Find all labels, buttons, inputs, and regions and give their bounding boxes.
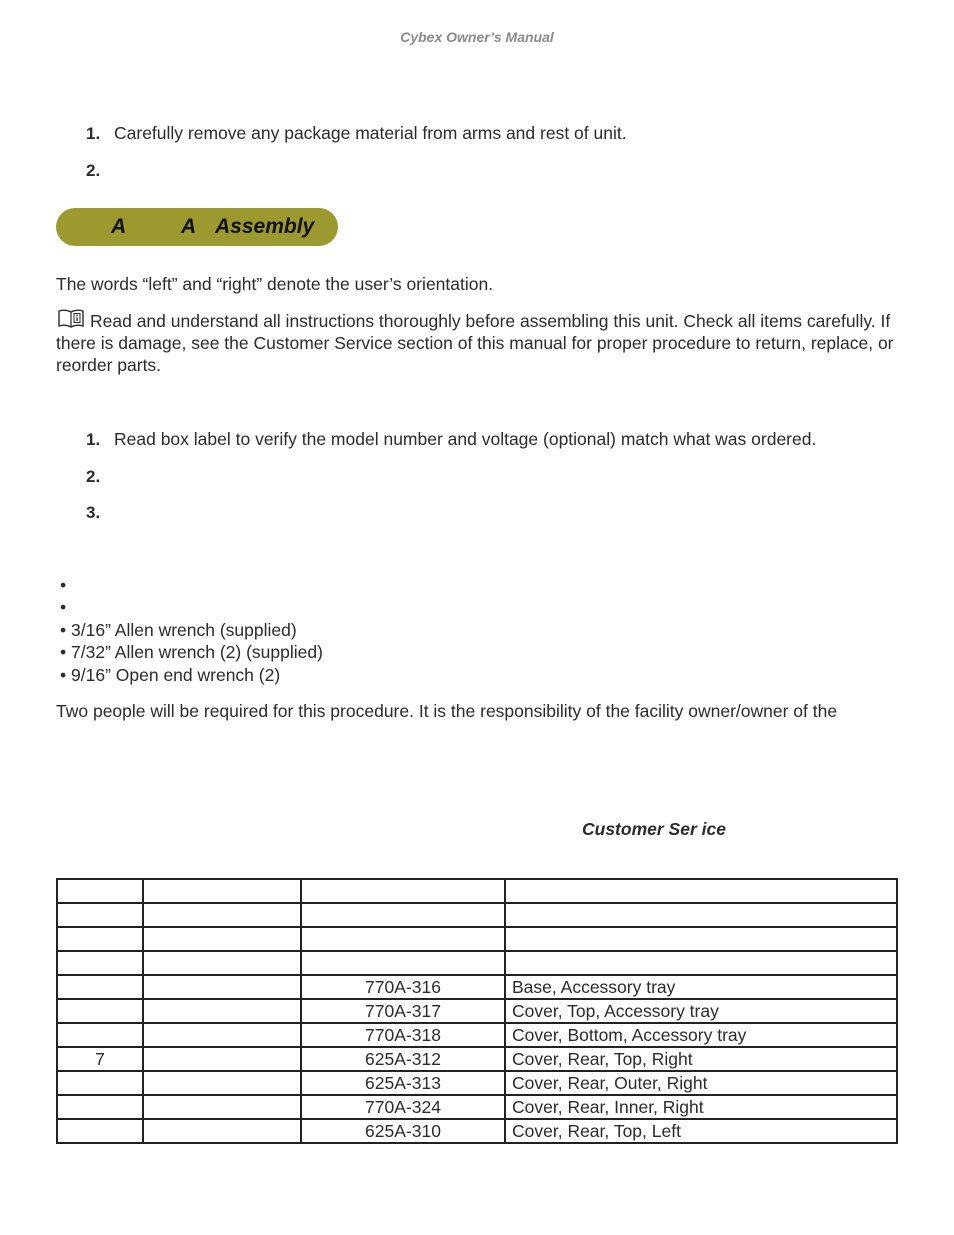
header-title: Cybex Owner’s Manual	[400, 29, 554, 45]
section-heading	[56, 208, 338, 246]
table-cell	[143, 1119, 301, 1143]
step-number: 2.	[86, 161, 101, 180]
table-cell: Cover, Rear, Top, Right	[505, 1047, 897, 1071]
step-number: 1.	[86, 124, 101, 143]
table-cell: 770A-316	[301, 975, 505, 999]
table-cell: Cover, Rear, Inner, Right	[505, 1095, 897, 1119]
table-row	[57, 879, 897, 903]
read-instructions-note: Read and understand all instructions thoroughly before assembling this unit. Check all items carefully. If there is damage, see the Customer Service section of this manual for proper procedure to return, replace, or reorder parts.	[56, 311, 894, 375]
table-cell	[57, 975, 143, 999]
table-cell: 770A-324	[301, 1095, 505, 1119]
table-cell	[301, 927, 505, 951]
table-cell	[143, 1071, 301, 1095]
table-cell: 625A-312	[301, 1047, 505, 1071]
table-cell	[505, 951, 897, 975]
table-cell	[143, 903, 301, 927]
table-cell	[57, 1023, 143, 1047]
list-item: • 3/16” Allen wrench (supplied)	[60, 620, 297, 640]
section-title: Assembly	[215, 215, 315, 238]
table-cell	[143, 1047, 301, 1071]
step-text: Read box label to verify the model number and voltage (optional) match what was ordered.	[114, 429, 817, 449]
customer-service-link[interactable]: Customer Ser ice	[582, 819, 726, 839]
table-cell	[505, 879, 897, 903]
table-row	[57, 903, 897, 927]
table-row	[57, 1119, 897, 1143]
table-row	[57, 1047, 897, 1071]
table-cell: 625A-313	[301, 1071, 505, 1095]
table-cell: Cover, Top, Accessory tray	[505, 999, 897, 1023]
table-cell	[505, 927, 897, 951]
table-cell	[57, 1095, 143, 1119]
orientation-note: The words “left” and “right” denote the user’s orientation.	[56, 274, 494, 294]
list-item: •	[60, 597, 67, 617]
table-cell: 770A-318	[301, 1023, 505, 1047]
table-row	[57, 1095, 897, 1119]
step-number: 3.	[86, 503, 101, 522]
table-cell	[143, 1095, 301, 1119]
table-cell	[143, 975, 301, 999]
table-cell	[143, 927, 301, 951]
section-letter: A	[111, 215, 127, 238]
table-cell	[505, 903, 897, 927]
list-item: • 7/32” Allen wrench (2) (supplied)	[60, 642, 323, 662]
table-cell: 7	[57, 1047, 143, 1071]
table-cell: 770A-317	[301, 999, 505, 1023]
step-text: Carefully remove any package material from arms and rest of unit.	[114, 123, 627, 143]
step-number: 2.	[86, 467, 101, 486]
table-cell: Cover, Rear, Outer, Right	[505, 1071, 897, 1095]
table-cell	[301, 951, 505, 975]
table-cell	[301, 903, 505, 927]
table-cell	[57, 1119, 143, 1143]
table-cell: Base, Accessory tray	[505, 975, 897, 999]
table-row	[57, 1023, 897, 1047]
table-cell	[143, 1023, 301, 1047]
table-cell	[143, 999, 301, 1023]
table-row	[57, 951, 897, 975]
table-cell	[143, 951, 301, 975]
responsibility-note: Two people will be required for this procedure. It is the responsibility of the facility owner/owner of the	[56, 701, 838, 721]
table-cell: Cover, Rear, Top, Left	[505, 1119, 897, 1143]
table-row	[57, 1071, 897, 1095]
table-row	[57, 999, 897, 1023]
step-number: 1.	[86, 430, 101, 449]
table-cell	[57, 903, 143, 927]
table-cell: Cover, Bottom, Accessory tray	[505, 1023, 897, 1047]
table-cell	[301, 879, 505, 903]
table-cell	[57, 951, 143, 975]
table-cell	[57, 879, 143, 903]
section-letter: A	[181, 215, 197, 238]
table-cell	[57, 1071, 143, 1095]
list-item: • 9/16” Open end wrench (2)	[60, 665, 281, 685]
table-cell	[57, 999, 143, 1023]
table-cell	[143, 879, 301, 903]
parts-table	[56, 878, 898, 1144]
table-cell: 625A-310	[301, 1119, 505, 1143]
table-row	[57, 927, 897, 951]
list-item: •	[60, 575, 67, 595]
table-row	[57, 975, 897, 999]
table-cell	[57, 927, 143, 951]
